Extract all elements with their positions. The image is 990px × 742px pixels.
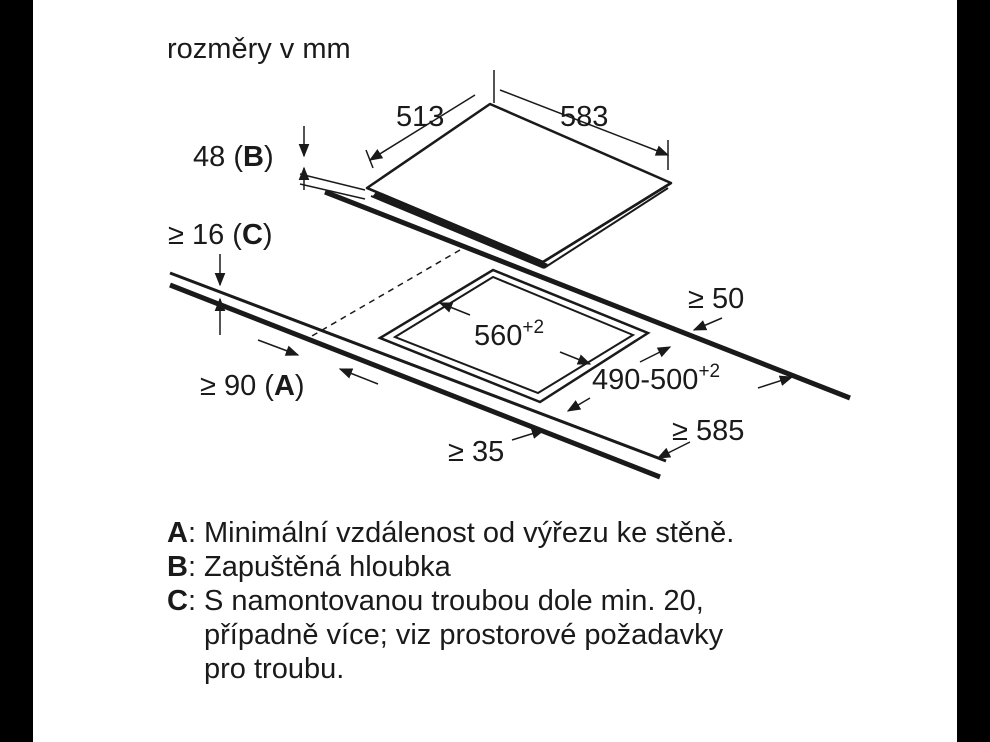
dim-560-arrow-right — [560, 352, 590, 364]
dim-90-arrow-left — [258, 340, 298, 355]
legend — [167, 516, 734, 686]
dim-560-arrow-left — [440, 303, 470, 315]
dim-585-arrow-top — [758, 377, 792, 388]
hob-to-wall-guide — [300, 174, 365, 190]
dim-cutout-depth: $490-500^{+2}$ — [592, 361, 721, 396]
legend-colon: : — [187, 551, 197, 583]
legend-key: B — [167, 551, 188, 583]
dim-35-arrow — [512, 430, 544, 440]
dim-oven-gap: ≥ 16 (C) — [168, 219, 273, 251]
dim-recess-depth: 48 (B) — [193, 141, 274, 173]
dim-490-arrow-top — [640, 347, 670, 362]
legend-line: případně více; viz prostorové požadavky — [204, 619, 724, 651]
dim-wall-clearance: ≥ 90 (A) — [200, 370, 305, 402]
projection-dashed-line — [305, 250, 460, 340]
legend-line: pro troubu. — [204, 653, 345, 685]
dim-hob-width: 583 — [560, 101, 609, 133]
worktop-front-edge — [168, 270, 692, 330]
dim-cutout-width: $560^{+2}$ — [474, 317, 545, 352]
legend-colon: : — [187, 517, 197, 549]
legend-text — [204, 584, 723, 686]
dim-front-clearance: ≥ 35 — [448, 436, 505, 468]
legend-item-b — [167, 550, 734, 584]
legend-colon: : — [187, 585, 197, 617]
dim-hob-depth: 513 — [396, 101, 445, 133]
dim-490-arrow-bottom — [568, 398, 590, 411]
dim-worktop-depth: ≥ 585 — [672, 415, 745, 447]
legend-item-c — [167, 584, 734, 686]
dim-50-arrow — [694, 318, 722, 330]
legend-text — [204, 516, 734, 550]
legend-line: Zapuštěná hloubka — [204, 551, 451, 583]
legend-line: S namontovanou troubou dole min. 20, — [204, 585, 704, 617]
dim-90-arrow-right — [340, 369, 378, 384]
dim-rear-clearance: ≥ 50 — [688, 283, 745, 315]
legend-item-a — [167, 516, 734, 550]
worktop-top-outline — [170, 270, 690, 330]
legend-key: A — [167, 517, 188, 549]
legend-key: C — [167, 585, 188, 617]
legend-text — [204, 550, 451, 584]
legend-line: Minimální vzdálenost od výřezu ke stěně. — [204, 517, 735, 549]
units-note: rozměry v mm — [167, 33, 351, 65]
